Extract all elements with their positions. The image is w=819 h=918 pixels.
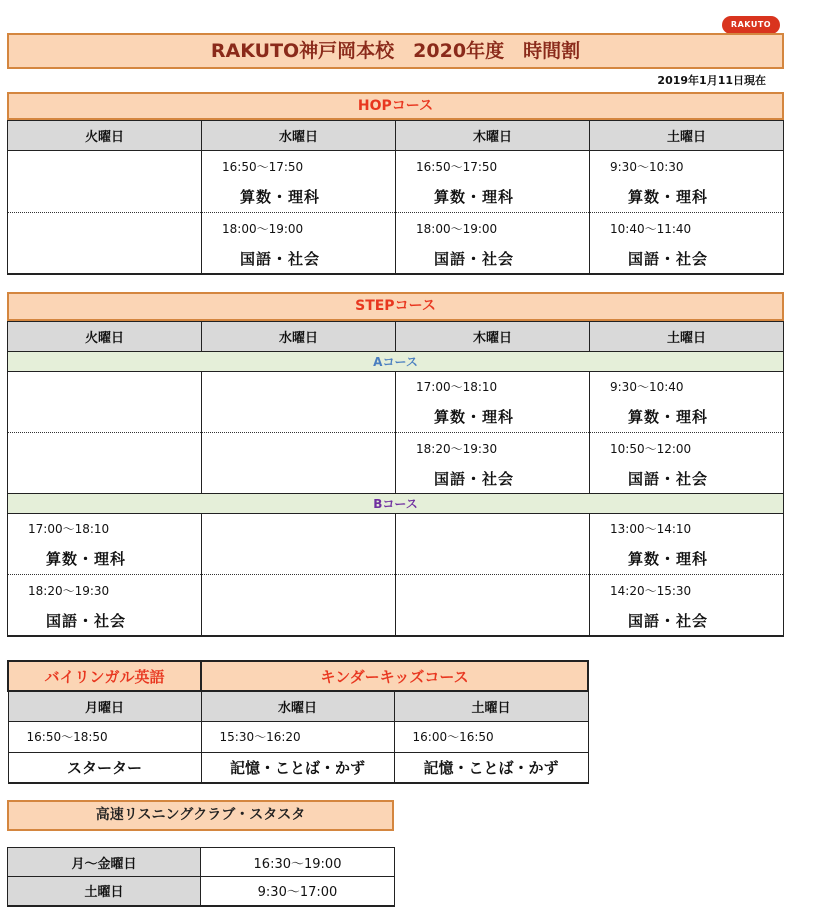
day-header: 木曜日 xyxy=(396,322,590,352)
hop-course-title: HOPコース xyxy=(7,92,784,120)
class-subject: 算数・理科 xyxy=(8,544,202,575)
subject-row xyxy=(8,464,784,494)
class-time: 18:00～19:00 xyxy=(396,213,590,244)
class-time xyxy=(8,372,202,402)
time-row xyxy=(8,514,784,544)
class-time xyxy=(396,514,590,544)
day-header: 木曜日 xyxy=(396,121,590,151)
bilingual-title: バイリンガル英語 xyxy=(8,661,201,691)
class-subject: 国語・社会 xyxy=(8,606,202,636)
class-time: 18:20～19:30 xyxy=(396,433,590,464)
time-row xyxy=(8,721,588,752)
course-title-row xyxy=(8,661,588,691)
class-time: 9:30～10:40 xyxy=(590,372,784,402)
b-course-band xyxy=(8,494,784,514)
subject-row xyxy=(8,606,784,636)
class-subject: 国語・社会 xyxy=(396,464,590,494)
class-subject xyxy=(202,464,396,494)
class-subject xyxy=(8,464,202,494)
class-time xyxy=(8,433,202,464)
class-time: 10:50～12:00 xyxy=(590,433,784,464)
listening-day: 月～金曜日 xyxy=(8,848,201,877)
subject-row xyxy=(8,182,784,213)
class-subject: 算数・理科 xyxy=(590,182,784,213)
class-subject xyxy=(396,544,590,575)
day-header: 水曜日 xyxy=(202,121,396,151)
class-time: 18:00～19:00 xyxy=(202,213,396,244)
listening-day: 土曜日 xyxy=(8,877,201,906)
hop-timetable xyxy=(7,120,784,275)
time-row xyxy=(8,575,784,606)
listening-time: 9:30～17:00 xyxy=(201,877,395,906)
class-subject xyxy=(202,606,396,636)
class-time: 14:20～15:30 xyxy=(590,575,784,606)
day-header: 水曜日 xyxy=(202,322,396,352)
subject-row xyxy=(8,244,784,274)
class-subject: 算数・理科 xyxy=(590,402,784,433)
class-time: 16:50～17:50 xyxy=(202,151,396,182)
time-row xyxy=(8,372,784,402)
subject-row xyxy=(8,544,784,575)
listening-time: 16:30～19:00 xyxy=(201,848,395,877)
as-of-date: 2019年1月11日現在 xyxy=(657,74,766,87)
step-header-row xyxy=(8,322,784,352)
class-subject xyxy=(202,544,396,575)
class-subject: 算数・理科 xyxy=(202,182,396,213)
class-subject xyxy=(202,402,396,433)
class-time: 18:20～19:30 xyxy=(8,575,202,606)
class-time: 10:40～11:40 xyxy=(590,213,784,244)
day-header: 土曜日 xyxy=(590,121,784,151)
class-subject: 国語・社会 xyxy=(590,464,784,494)
day-header-row xyxy=(8,691,588,721)
class-time xyxy=(202,433,396,464)
class-subject: 記憶・ことば・かず xyxy=(201,752,394,783)
class-subject: 算数・理科 xyxy=(396,182,590,213)
day-header: 土曜日 xyxy=(590,322,784,352)
class-time: 17:00～18:10 xyxy=(8,514,202,544)
class-time xyxy=(202,372,396,402)
listening-row xyxy=(8,877,395,906)
a-course-label: Aコース xyxy=(8,352,784,372)
class-subject: 算数・理科 xyxy=(396,402,590,433)
class-time: 16:00～16:50 xyxy=(394,721,588,752)
listening-row xyxy=(8,848,395,877)
class-time xyxy=(202,514,396,544)
day-header: 火曜日 xyxy=(8,121,202,151)
class-subject: 国語・社会 xyxy=(396,244,590,274)
bilingual-kinder-table xyxy=(7,660,589,784)
class-time xyxy=(8,213,202,244)
b-course-label: Bコース xyxy=(8,494,784,514)
class-time: 9:30～10:30 xyxy=(590,151,784,182)
class-subject: 国語・社会 xyxy=(590,606,784,636)
class-subject: 記憶・ことば・かず xyxy=(394,752,588,783)
a-course-band xyxy=(8,352,784,372)
class-time xyxy=(8,151,202,182)
day-header: 月曜日 xyxy=(8,691,201,721)
kinder-title: キンダーキッズコース xyxy=(201,661,588,691)
step-course-title: STEPコース xyxy=(7,292,784,321)
class-time xyxy=(396,575,590,606)
class-subject: 国語・社会 xyxy=(590,244,784,274)
page-title: RAKUTO神戸岡本校 2020年度 時間割 xyxy=(7,33,784,69)
time-row xyxy=(8,151,784,182)
class-subject xyxy=(8,182,202,213)
class-subject: 国語・社会 xyxy=(202,244,396,274)
day-header: 火曜日 xyxy=(8,322,202,352)
class-time: 15:30～16:20 xyxy=(201,721,394,752)
subject-row xyxy=(8,752,588,783)
step-timetable xyxy=(7,321,784,637)
class-time xyxy=(202,575,396,606)
day-header: 水曜日 xyxy=(201,691,394,721)
class-time: 16:50～18:50 xyxy=(8,721,201,752)
class-time: 13:00～14:10 xyxy=(590,514,784,544)
class-subject xyxy=(8,244,202,274)
class-time: 16:50～17:50 xyxy=(396,151,590,182)
class-subject: 算数・理科 xyxy=(590,544,784,575)
day-header: 土曜日 xyxy=(394,691,588,721)
rakuto-logo: RAKUTO xyxy=(722,16,780,34)
hop-header-row xyxy=(8,121,784,151)
class-subject: スターター xyxy=(8,752,201,783)
time-row xyxy=(8,433,784,464)
listening-club-title: 高速リスニングクラブ・スタスタ xyxy=(7,800,394,831)
time-row xyxy=(8,213,784,244)
listening-table xyxy=(7,847,395,907)
class-time: 17:00～18:10 xyxy=(396,372,590,402)
subject-row xyxy=(8,402,784,433)
class-subject xyxy=(8,402,202,433)
class-subject xyxy=(396,606,590,636)
